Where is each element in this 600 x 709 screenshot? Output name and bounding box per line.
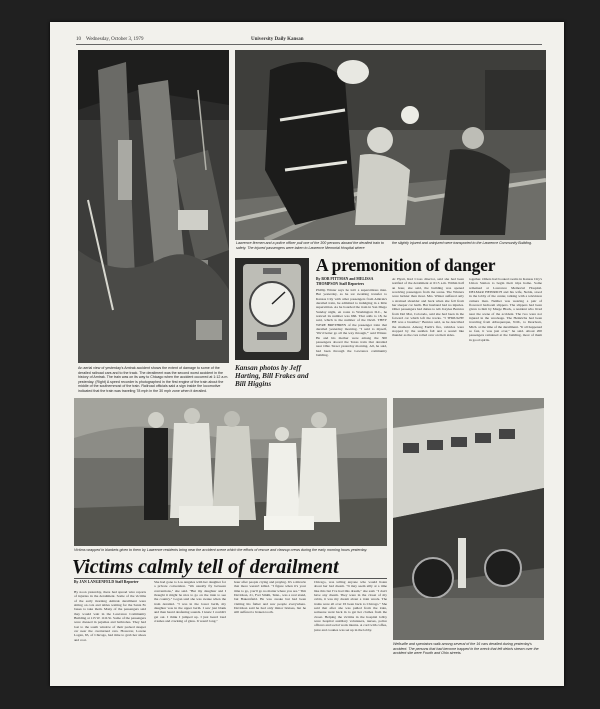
story2-column-2: She had gone to Los Angeles with her daughter for a private convention. "We usually fly between conventions," she said. "But my daughter and I thought it might be nice to go on the train to see the country." Logan said she was awake when the train derailed. "I was in the lower berth, my daughter was in the upper berth. I saw just blank and then heard deafening sounds. I knew I couldn't get out. I think I jumped up. I just heard loud crashes and cracking of glass. It wasn't long.": [154, 580, 226, 624]
story1-column-2: At Hyatt, Red Cross director, said she had been notified of the derailment at 6:15 a.m. Within half an hour, she said, the building was opened receiving passengers from the scene. The Winters were luckier than most. Mrs. Winter suffered only a strained shoulder and back when she fell from her sleeper car berth. Her husband had no injuries. Other passengers had duties to tell. Kaylee Bernice from Del Mar, Colorado, said she had been in the forward car which left the tracks. "I THOUGHT HE was a breather," Bernice said, as he described the moment. Among Earth's fire, vehicles were stopped by the sudden fall and a sound like thunder as the cars rolled over on their sides.: [392, 277, 464, 338]
issue-date: Wednesday, October 3, 1979: [86, 37, 144, 42]
story2-column-1: By noon yesterday, there had spread wire reports of injuries in the derailment. Some of the victims of the early morning Amtrak derailment were sitting on cots and tables waiting for the Santa Fe buses to take them. Many of the passengers said they would wait in the Lawrence Community Building at 115 W. 11th St. Some of the passengers were dressed in pajamas and bathrobes. They had lost to the south window of their packed sleeper car near the overturned cars. However, Lorene Logan, 65, of Chicago, had time to grab her shoes and coat.: [74, 590, 146, 642]
folio-line: [76, 37, 542, 45]
paper-name: University Daily Kansan: [251, 37, 304, 42]
photo-speed-gauge: [235, 258, 309, 360]
caption-survivors: Victims wrapped in blankets given to them by Lawrence residents bring near the accident scene which the efforts of rescue and cleanup crews during the early morning hours yesterday.: [74, 548, 368, 552]
byline-story2: By JAN LANGENFELD Staff Reporter: [74, 580, 139, 584]
caption-wreck-aerial: An aerial view of yesterday's Amtrak accident shows the extent of damage to some of the derailed railroad cars and to the track. The derailment was the second worst accident in the history of Amtrak. The train was on its way to Chicago when the accident occurred at 1:12 a.m. yesterday. (Right) A speed recorder is photographed in the first engine of the train about the middle of the southernmost of the train. Railroad officials said a sign inside the locomotive indicated that the train was traveling 78 mph in the 30 mph zone when it derailed.: [78, 366, 229, 393]
caption-wreckage-right: Wellsville and spectators walk among several of the 16 cars derailed during yesterday's accident. The persons that had become trapped in the wreck that left debris strewn over the accident site were Fourth and Ohio streets.: [393, 642, 539, 656]
photo-rescue: [235, 50, 546, 240]
caption-rescue-right: the slightly injured and uninjured were transported to the Lawrence Community Building.: [392, 241, 533, 245]
story2-column-3: hour after people crying and praying. It's a miracle that more weren't killed. "I figure when it's your time to go, you'll go no matter where you are." Tim Davidson, 21, Fort Smith, Tenn., was a real stand, but Bakersfield. He was awake but had been visiting his father and saw people everywhere. Davidson said he had only minor bruises, but he still suffered a broken tooth.: [234, 580, 306, 615]
caption-rescue-left: Lawrence firemen and a police officer pull one of the 300 persons aboard the derailed train to safety. The injured passengers were taken to Lawrence Memorial Hospital where: [236, 241, 385, 250]
byline-story1: By BOB PITTMAN and MELISSA THOMPSON Staff Reporters: [316, 277, 374, 286]
photo-credit: Kansan photos by Jeff Harting, Bill Frakes and Bill Higgins: [235, 364, 309, 388]
photo-survivors: [74, 398, 387, 546]
story1-column-1: Phillip Winter says he isn't a superstitious man. But yesterday, as he sat awaiting transfer to Kansas City with other passengers from Amtrak's derailed train, he admitted to indulging in a little superstition. As he boarded the train in San Diego Sunday night, en route to Washington D.C., he noticed its number was 666. That adds to 18, he said, which is the number of the Devil. THEY WERE BRETHREN of the passenger train that derailed yesterday morning. "I said to myself, 'We'd better go all the way through,'" said Winter. He and his mother were among the 300 passengers aboard the Texas train that derailed near Ohio Street yesterday morning. All, he said, had been through the Lawrence community building.: [316, 288, 387, 358]
story1-column-3: together. Others had booked rooms in Kansas City's Union Station to begin their trips home. Some remained at Lawrence Memorial Hospital. DELMAR HEINRICH and his wife, Nelda, stood in the lobby of the center, talking with a television camera man. Neither was wearing a pair of flowered bedroom slippers. The slippers had been given to him by Marge Black, a resident who lived near the scene of the accident. The two were not injured in the wreckage. The Heinrichs had been traveling from Albuquerque, N.M., to Dearborn, Mich. at the time of the derailment. "It all happened so fast, it was just over," he said. About 200 passengers remained at the building, most of them in good spirits.: [469, 277, 542, 342]
photo-wreck-aerial: [78, 50, 229, 363]
headline-premonition: A premonition of danger: [316, 255, 496, 275]
story2-column-4: Chicago, was telling anyone who would listen about her bad dream. "It may seem silly at a time like this but I've had this dream," she said. "I don't have any dream. They were in the closet of my cabin, it was my dream about a train wreck. The trains were all over I'd been back to Chicago." She said that after she was pulled from the train, someone went back in to get her clothes from the closet. Helping the victims in the hospital lobby were hospital auxiliary volunteers, nurses, police officers and social work interns. A cord with coffee, juice and cookies was set up in the lobby.: [314, 580, 387, 632]
divider-rule: [74, 578, 387, 579]
page-number: 10: [76, 37, 81, 42]
photo-wreckage-right: [393, 398, 544, 640]
headline-victims: Victims calmly tell of derailment: [72, 556, 339, 578]
